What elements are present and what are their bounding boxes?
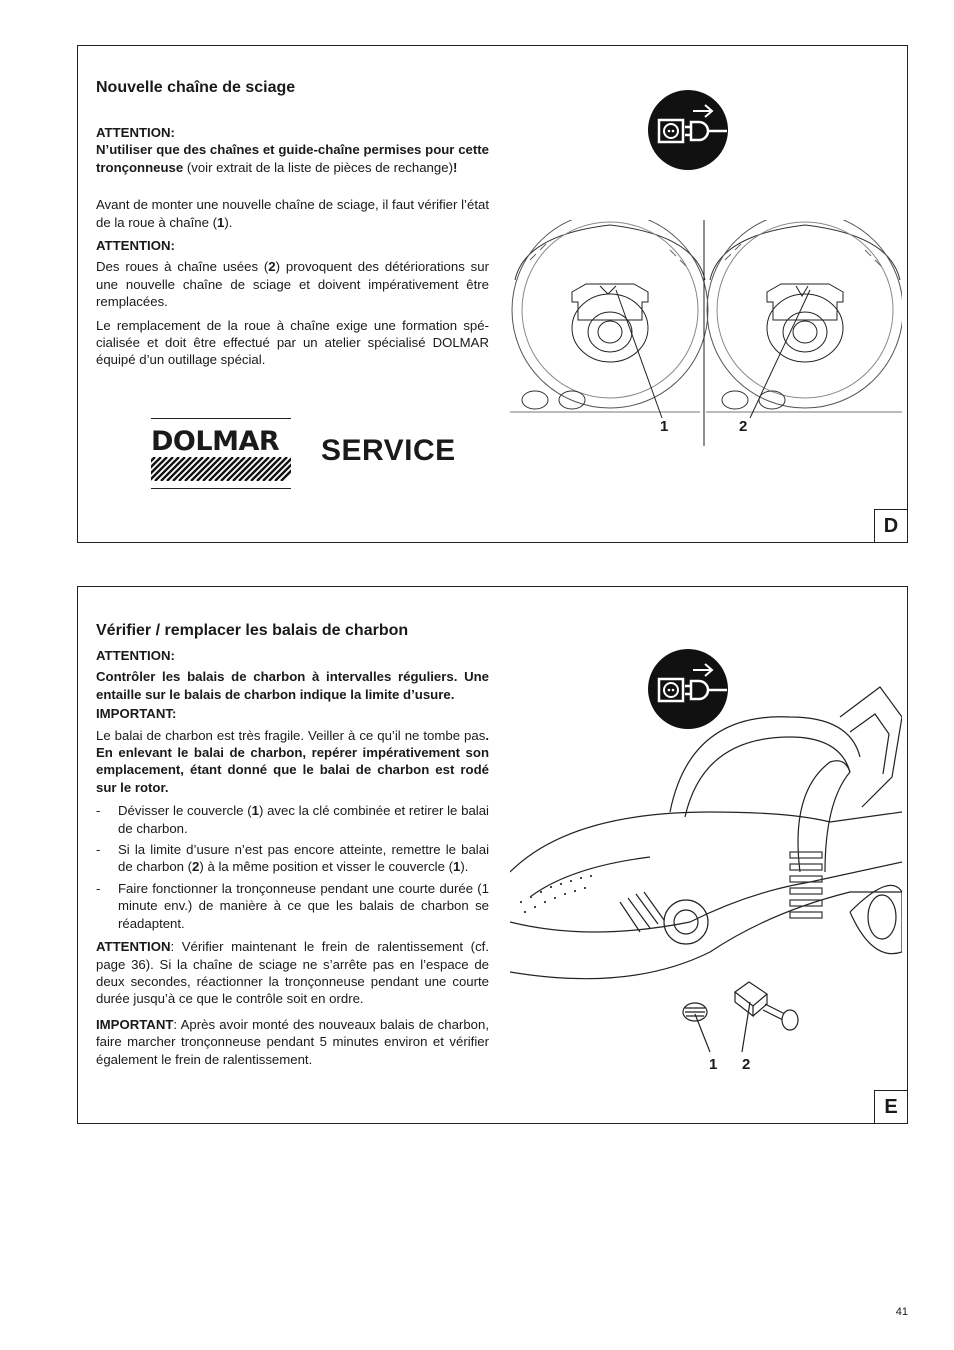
section-e-heading: Vérifier / remplacer les balais de charbon — [96, 622, 409, 639]
section-letter-e: E — [874, 1090, 907, 1123]
unplug-icon — [647, 89, 729, 171]
warning-paragraph: N’utiliser que des chaînes et guide-chaîne permises pour cette tronçonneuse (voir extrait de la liste de pièces de rechange)! — [96, 142, 489, 175]
dolmar-logo: DOLMAR — [151, 418, 291, 489]
important-label: IMPORTANT: — [96, 706, 177, 722]
callout-1: 1 — [709, 1056, 718, 1073]
list-item: - Faire fonctionner la tronçonneuse pendant une courte durée (1 minute env.) de manière à ce que les balais de charbon se réadaptent. — [96, 880, 489, 932]
attention-label-2: ATTENTION: — [96, 238, 175, 254]
section-d-heading: Nouvelle chaîne de sciage — [96, 79, 296, 96]
run-paragraph: IMPORTANT: Après avoir monté des nouveaux balais de charbon, faire marcher tronçonneuse pendant 5 minutes environ et vérifier également le frein de ralentissement. — [96, 1016, 489, 1067]
callout-2: 2 — [742, 1056, 751, 1073]
sprocket-check-paragraph: Avant de monter une nouvelle chaîne de sciage, il faut vérifier l’état de la roue à chaîne (1). — [96, 197, 489, 230]
service-label: SERVICE — [321, 434, 456, 467]
attention-label: ATTENTION: — [96, 125, 175, 140]
fragile-paragraph: Le balai de charbon est très fragile. Veiller à ce qu’il ne tombe pas. En enlevant le balai de charbon, repérer impérativement son emplacement, étant donné que le balai de charbon est rodé sur le rotor. — [96, 727, 489, 795]
section-d-panel — [77, 45, 908, 543]
attention-label: ATTENTION: — [96, 648, 175, 663]
list-item: - Dévisser le couvercle (1) avec la clé combinée et retirer le balai de charbon. — [96, 802, 489, 837]
worn-sprocket-paragraph: Des roues à chaîne usées (2) provoquent des détériorations sur une nouvelle chaîne de sciage et doivent impérativement être remplacées. — [96, 259, 489, 310]
list-item: - Si la limite d’usure n’est pas encore atteinte, remettre le balai de charbon (2) à la même position et visser le couvercle (1). — [96, 841, 489, 876]
section-e-text — [96, 621, 489, 1068]
chainsaw-illustration — [510, 672, 902, 1052]
hatch-bar-icon — [151, 457, 291, 481]
service-paragraph: Le remplacement de la roue à chaîne exige une formation spécialisée et doit être effectué par un atelier spécialisé DOLMAR équipé d’un outillage spécial. — [96, 317, 489, 368]
section-d-text — [96, 78, 489, 369]
callout-2: 2 — [739, 418, 748, 435]
sprocket-illustration — [510, 220, 902, 446]
section-letter-d: D — [874, 509, 907, 542]
section-e-panel — [77, 586, 908, 1124]
page-number: 41 — [895, 1306, 908, 1318]
brush-warning: Contrôler les balais de charbon à intervalles réguliers. Une entaille sur le balais de charbon indique la limite d’usure. — [96, 669, 489, 702]
callout-1: 1 — [660, 418, 669, 435]
brake-paragraph: ATTENTION: Vérifier maintenant le frein de ralentissement (cf. page 36). Si la chaîne de sciage ne s’arrête pas en l’espace de deux secondes, réactionner la tronçonneuse pendant une courte durée jusqu’à ce que le contrôle soit en ordre. — [96, 939, 489, 1007]
steps-list — [96, 802, 489, 932]
